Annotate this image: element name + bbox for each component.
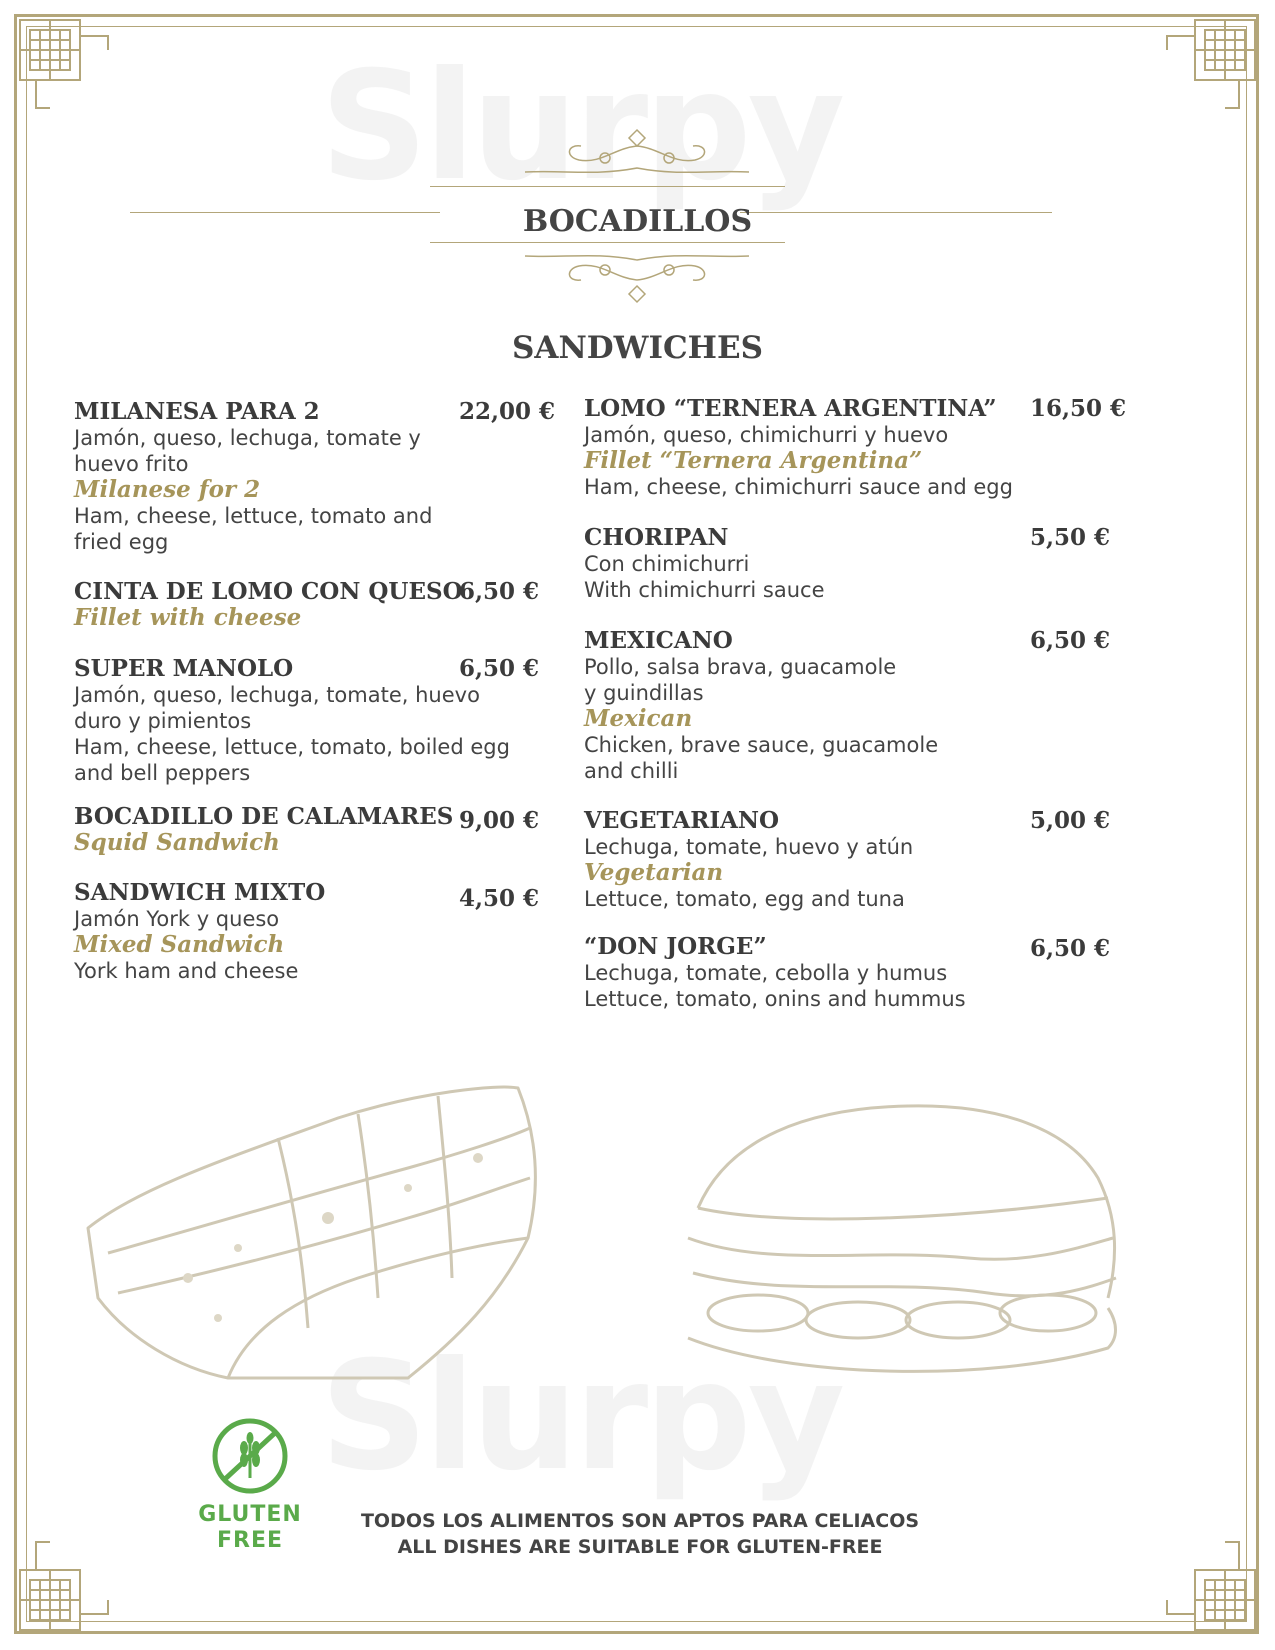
gluten-note [340,1508,940,1560]
item-name-en: Mixed Sandwich [74,931,285,958]
scroll-ornament-icon [505,124,770,188]
gluten-note-en: ALL DISHES ARE SUITABLE FOR GLUTEN-FREE [397,1536,883,1558]
menu-item [74,879,554,984]
item-description-es: Jamón, queso, lechuga, tomate y huevo frito [74,426,421,476]
item-name-en: Mexican [584,705,693,732]
item-name-en: Squid Sandwich [74,829,280,856]
item-name-en: Fillet with cheese [74,604,302,631]
item-description-en: Ham, cheese, lettuce, tomato and fried egg [74,504,433,554]
gluten-free-label: GLUTEN [198,1502,302,1527]
rule [430,186,785,187]
item-name: CINTA DE LOMO CON QUESO [74,578,463,605]
item-price: 22,00 € [459,398,556,425]
item-price: 6,50 € [1030,627,1111,654]
rule [430,242,785,243]
item-description-es: Jamón York y queso [74,907,280,931]
item-description-es: Jamón, queso, chimichurri y huevo [584,423,949,447]
item-description-en: Ham, cheese, lettuce, tomato, boiled egg and bell peppers [74,735,510,785]
gluten-free-badge [195,1416,305,1554]
menu-item [74,655,554,786]
item-price: 6,50 € [459,655,540,682]
item-price: 9,00 € [459,807,540,834]
page-title: BOCADILLOS [522,204,753,239]
corner-ornament-icon [1163,1538,1259,1634]
gluten-note-es: TODOS LOS ALIMENTOS SON APTOS PARA CELIACOS [360,1510,920,1532]
item-price: 6,50 € [459,578,540,605]
watermark: Slurpy [320,1330,842,1504]
item-description-es: Pollo, salsa brava, guacamole y guindillas [584,655,897,705]
menu-item [584,627,1134,784]
menu-item [584,395,1134,500]
gluten-free-label: FREE [216,1528,284,1553]
watermark: Slurpy [320,40,842,214]
menu-item [74,398,554,555]
item-description-en: Lettuce, tomato, onins and hummus [584,987,966,1011]
item-name: SUPER MANOLO [74,655,294,682]
item-name: “DON JORGE” [584,933,767,960]
item-description-en: York ham and cheese [74,959,299,983]
item-description-es: Lechuga, tomate, cebolla y humus [584,961,948,985]
corner-ornament-icon [1163,16,1259,112]
item-price: 5,50 € [1030,524,1111,551]
item-price: 6,50 € [1030,935,1111,962]
sub-sandwich-illustration-icon [668,1098,1128,1388]
item-description-en: With chimichurri sauce [584,578,825,602]
item-name: BOCADILLO DE CALAMARES [74,803,454,830]
scroll-ornament-icon [505,246,770,306]
item-description-es: Lechuga, tomate, huevo y atún [584,835,914,859]
menu-item [74,803,554,856]
item-name-en: Milanese for 2 [74,476,261,503]
menu-item [584,933,1134,1012]
item-price: 4,50 € [459,885,540,912]
page-subtitle: SANDWICHES [512,330,763,366]
item-name: VEGETARIANO [584,807,780,834]
item-name: MEXICANO [584,627,733,654]
gluten-free-icon [210,1416,290,1496]
item-name: CHORIPAN [584,524,729,551]
item-name-en: Fillet “Ternera Argentina” [584,447,923,474]
corner-ornament-icon [16,1538,112,1634]
item-description-en: Ham, cheese, chimichurri sauce and egg [584,475,1013,499]
item-price: 16,50 € [1030,395,1127,422]
corner-ornament-icon [16,16,112,112]
item-name-en: Vegetarian [584,859,724,886]
menu-item [584,524,1134,603]
item-name: LOMO “TERNERA ARGENTINA” [584,395,997,422]
item-description-en: Lettuce, tomato, egg and tuna [584,887,905,911]
item-name: MILANESA PARA 2 [74,398,320,425]
sandwich-illustration-icon [78,1078,558,1398]
menu-item [74,578,554,631]
item-description-en: Chicken, brave sauce, guacamole and chilli [584,733,939,783]
menu-item [584,807,1134,912]
item-description-es: Con chimichurri [584,552,750,576]
item-name: SANDWICH MIXTO [74,879,326,906]
item-description-es: Jamón, queso, lechuga, tomate, huevo duro y pimientos [74,683,480,733]
item-price: 5,00 € [1030,807,1111,834]
